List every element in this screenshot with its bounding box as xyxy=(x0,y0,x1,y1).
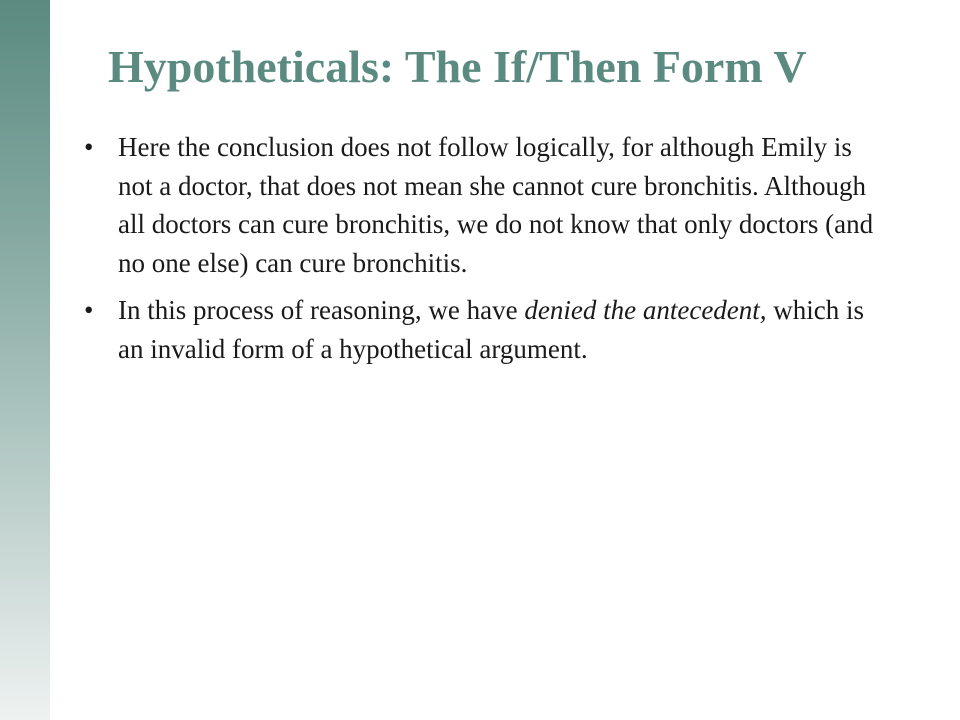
bullet-icon: • xyxy=(84,295,94,325)
bullet-list xyxy=(84,128,884,377)
bullet-text-lead: In this process of reasoning, we have xyxy=(118,295,525,325)
bullet-item xyxy=(84,128,884,282)
bullet-text-tail: which is an invalid form of a hypothetical argument. xyxy=(118,295,865,364)
bullet-text-emphasis: denied the antecedent, xyxy=(524,295,767,325)
decorative-side-band xyxy=(0,0,50,720)
bullet-text: Here the conclusion does not follow logically, for although Emily is not a doctor, that does not mean she cannot cure bronchitis. Although all doctors can cure bronchitis, we do not know that only doctors (and no one else) can cure bronchitis. xyxy=(118,132,874,278)
bullet-icon: • xyxy=(84,132,94,162)
bullet-item xyxy=(84,291,884,368)
slide-title: Hypotheticals: The If/Then Form V xyxy=(108,41,807,92)
